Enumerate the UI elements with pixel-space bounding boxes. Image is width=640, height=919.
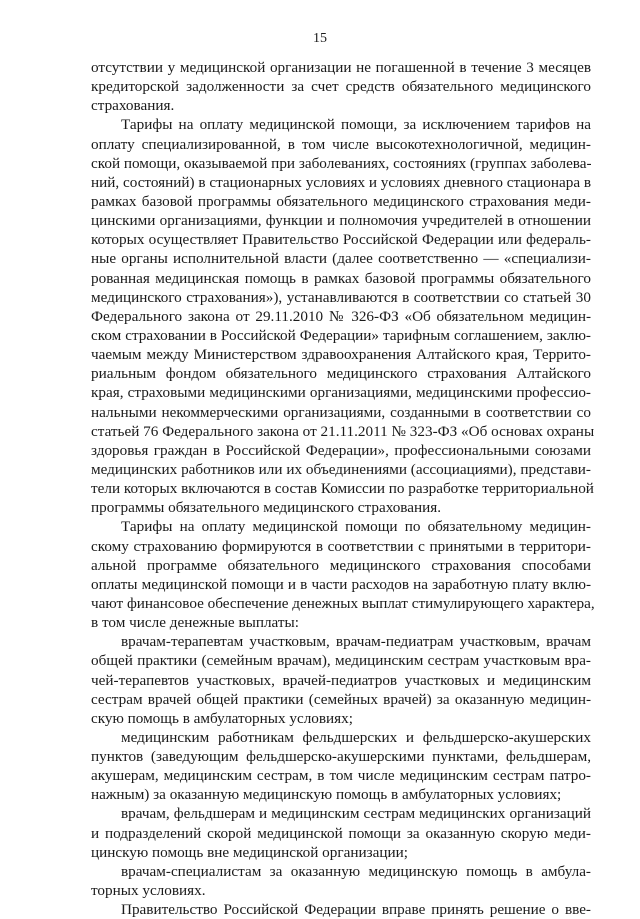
text-line: оплату специализированной, в том числе высокотехнологичной, медицин- (91, 135, 591, 153)
text-line: ском страховании в Российской Федерации» тарифным соглашением, заклю- (91, 326, 591, 344)
text-line: оплаты медицинской помощи и в части расходов на заработную плату вклю- (91, 575, 591, 593)
text-line: страхования. (91, 97, 175, 115)
text-line: нальными некоммерческими организациями, созданными в соответствии со (91, 403, 591, 421)
text-line: чают финансовое обеспечение денежных выплат стимулирующего характера, (91, 594, 595, 612)
text-line: риальным фондом обязательного медицинского страхования Алтайского (91, 365, 591, 383)
text-line: программы обязательного медицинского страхования. (91, 499, 442, 517)
text-line: пунктов (заведующим фельдшерско-акушерскими пунктами, фельдшерам, (91, 748, 591, 766)
text-line: чаемым между Министерством здравоохранения Алтайского края, Террито- (91, 346, 591, 364)
text-line: скому страхованию формируются в соответствии с принятыми в территори- (91, 537, 591, 555)
text-line: цинскими организациями, функции и полномочия учредителей в отношении (91, 212, 591, 230)
text-line: в том числе денежные выплаты: (91, 614, 299, 632)
text-line: медицинским работникам фельдшерских и фельдшерско-акушерских (121, 728, 591, 746)
text-line: которых осуществляет Правительство Российской Федерации или федераль- (91, 231, 591, 249)
text-line: скую помощь в амбулаторных условиях; (91, 709, 353, 727)
text-line: Федерального закона от 29.11.2010 № 326-ФЗ «Об обязательном медицин- (91, 307, 591, 325)
text-line: Тарифы на оплату медицинской помощи, за исключением тарифов на (121, 116, 591, 134)
page-number: 15 (313, 31, 327, 46)
text-line: Правительство Российской Федерации вправе принять решение о вве- (121, 901, 591, 919)
text-line: и подразделений скорой медицинской помощи за оказанную скорую меди- (91, 824, 591, 842)
text-line: тели которых включаются в состав Комиссии по разработке территориальной (91, 480, 594, 498)
text-line: здоровья граждан в Российской Федерации», профессиональными союзами (91, 441, 591, 459)
text-line: чей-терапевтов участковых, врачей-педиатров участковых и медицинским (91, 671, 591, 689)
text-line: альной программе обязательного медицинского страхования способами (91, 556, 591, 574)
text-line: общей практики (семейным врачам), медицинским сестрам участковым вра- (91, 652, 591, 670)
text-line: ные органы исполнительной власти (далее соответственно — «специализи- (91, 250, 591, 268)
text-line: отсутствии у медицинской организации не погашенной в течение 3 месяцев (91, 59, 591, 76)
text-line: нажным) за оказанную медицинскую помощь в амбулаторных условиях; (91, 786, 562, 804)
text-line: рованная медицинская помощь в рамках базовой программы обязательного (91, 269, 591, 287)
text-line: ний, состояний) в стационарных условиях и условиях дневного стационара в (91, 173, 592, 191)
text-line: Тарифы на оплату медицинской помощи по обязательному медицин- (121, 518, 591, 536)
text-line: акушерам, медицинским сестрам, в том числе медицинским сестрам патро- (91, 767, 591, 785)
text-line: медицинских работников или их объединениями (ассоциациями), представи- (91, 460, 591, 478)
text-line: врачам-специалистам за оказанную медицинскую помощь в амбула- (121, 862, 591, 880)
text-line: края, страховыми медицинскими организациями, медицинскими профессио- (91, 384, 591, 402)
text-line: цинскую помощь вне медицинской организации; (91, 843, 408, 861)
text-line: сестрам врачей общей практики (семейных врачей) за оказанную медицин- (91, 690, 591, 708)
text-line: медицинского страхования»), устанавливаются в соответствии со статьей 30 (91, 288, 591, 306)
text-line: торных условиях. (91, 882, 206, 900)
text-line: рамках базовой программы обязательного медицинского страхования меди- (91, 192, 591, 210)
text-line: статьей 76 Федерального закона от 21.11.2011 № 323-ФЗ «Об основах охраны (91, 422, 595, 440)
text-line: кредиторской задолженности за счет средств обязательного медицинского (91, 78, 591, 96)
text-line: врачам-терапевтам участковым, врачам-педиатрам участковым, врачам (121, 633, 591, 651)
text-line: ской помощи, оказываемой при заболеваниях, состояниях (группах заболева- (91, 154, 592, 172)
text-line: врачам, фельдшерам и медицинским сестрам медицинских организаций (121, 805, 591, 823)
document-body (91, 58, 595, 919)
